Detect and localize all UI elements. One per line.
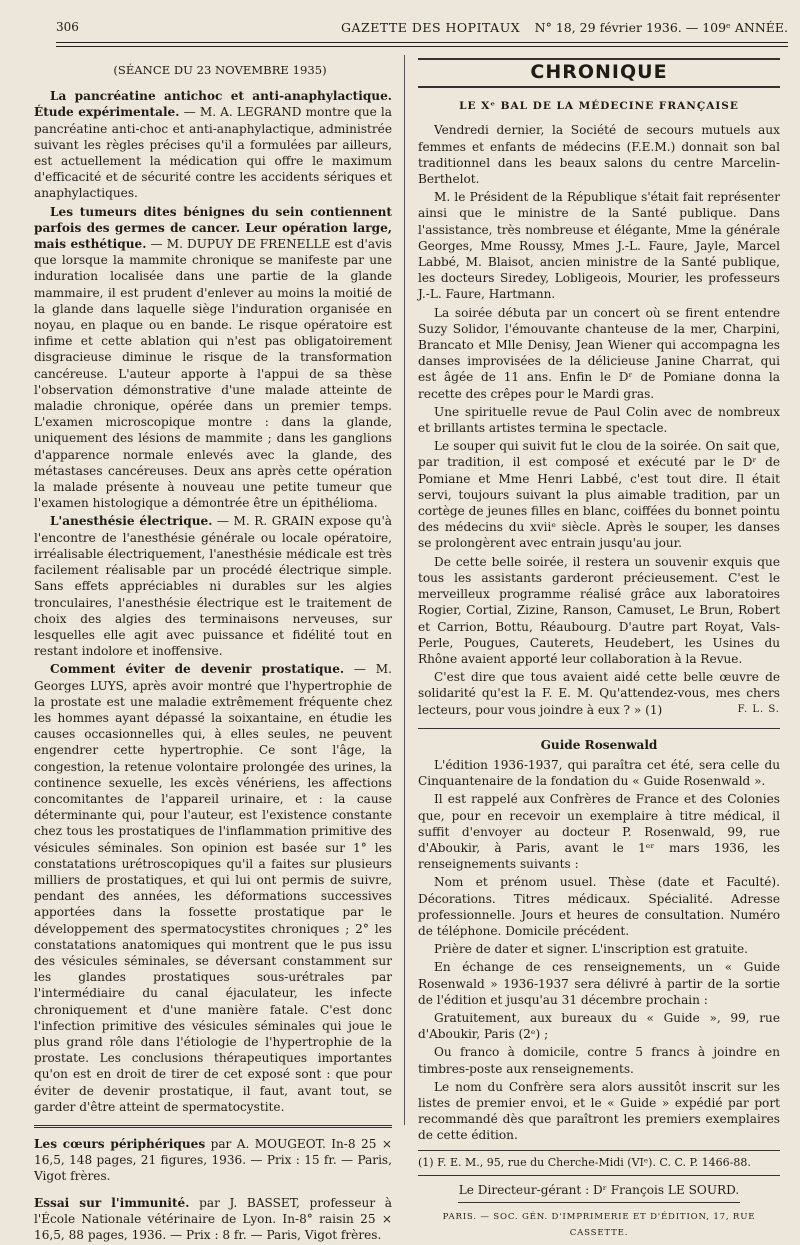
article-tumeurs-text: — M. DUPUY DE FRENELLE est d'avis que lorsque la mammite chronique se manifeste par une induration localisée dans une partie de la glande mammaire, il est prudent d'enlever au moins la moitié de la glande dans laquelle siège l'induration organisée en noyau, en plaque ou en bande. Le risque opératoire est infime et cette ablation qui n'est pas obligatoirement disgracieuse diminue le risque de la transformation cancéreuse. L'auteur apporte à l'appui de sa thèse l'observation démonstrative d'une malade atteinte de maladie chronique, opérée dans un premier temps. L'examen microscopique montre : dans la glande, uniquement des lésions de mammite ; dans les ganglions d'apparence normale enlevés avec la glande, des métastases cancéreuses. Deux ans après cette opération la malade présente à nouveau une petite tumeur que l'examen histologique a démontrée être un épithélioma. — [34, 237, 392, 511]
article-pancreatine-title: La pancréatine antichoc et anti-anaphylactique. Étude expérimentale. — [34, 89, 392, 120]
guide-paragraph-3: Nom et prénom usuel. Thèse (date et Faculté). Décorations. Titres médicaux. Spécialité. Adresse professionnelle. Jours et heures de consultation. Numéro de téléphone. Domicile précédent. — [418, 875, 780, 938]
article-prostatique-text: — M. Georges LUYS, après avoir montré que l'hypertrophie de la prostate est une maladie extrêmement fréquente chez les hommes ayant dépassé la soixantaine, en étudie les causes occasionnelles qui, à elles seules, ne peuvent engendrer cette hypertrophie. Ce sont l'âge, la congestion, la retenue volontaire prolongée des urines, la continence sexuelle, les excès vénériens, les affections concomitantes de l'appareil urinaire, et : la cause déterminante qui, pour l'auteur, est l'existence constante chez tous les prostatiques de l'inflammation primitive des vésicules séminales. Son opinion est basée sur 1° les constatations urétroscopiques qu'il a faites sur plusieurs milliers de prostatiques, et qui lui ont permis de suivre, pendant des années, les déformations successives apportées dans la fossette prostatique par le développement des spermatocystites chroniques ; 2° les constatations anatomiques qui montrent que le pus issu des vésicules séminales, se déversant constamment sur les glandes prostatiques sous-urétrales par l'intermédiaire du canal éjaculateur, les infecte chroniquement et d'une manière fatale. C'est donc l'infection primitive des vésicules séminales qui joue le plus grand rôle dans l'étiologie de l'hypertrophie de la prostate. Les conclusions thérapeutiques importantes qu'on est en droit de tirer de cet exposé sont : que pour éviter de devenir prostatique, il faut, avant tout, se garder d'être atteint de spermatocystite. — [34, 662, 392, 1114]
guide-title: Guide Rosenwald — [540, 737, 658, 752]
right-column — [418, 58, 780, 1243]
book-reviews — [34, 1136, 392, 1243]
bal-paragraph-6: De cette belle soirée, il restera un souvenir exquis que tous les assistants garderont précieusement. C'est le merveilleux programme réalisé grâce aux laboratoires Rogier, Cortial, Zizine, Ranson, Camuset, Le Brun, Robert et Carrion, Bottu, Réaubourg. D'autre part Royat, Vals-Perle, Pougues, Cauterets, Heudebert, les Usines du Rhône avaient apporté leur collaboration à la Revue. — [418, 554, 780, 666]
issue-date: N° 18, 29 février 1936. — 109ᵉ ANNÉE. — [534, 20, 788, 35]
journal-title: GAZETTE DES HOPITAUX — [341, 20, 521, 35]
bal-signature: F. L. S. — [737, 703, 780, 715]
bal-paragraph-2: M. le Président de la République s'était fait représenter ainsi que le ministre de la Santé publique. Dans l'assistance, très nombreuse et élégante, Mme la générale Georges, Mme Roussy, Mmes J.-L. Faure, Jayle, Marcel Labbé, M. Blaisot, ancien ministre de la Santé publique, les docteurs Siredey, Lobligeois, Mourier, les professeurs J.-L. Faure, Hartmann. — [418, 190, 780, 302]
book-immunite-text: par J. BASSET, professeur à l'École Nationale vétérinaire de Lyon. In-8° raisin 25 × 16,5, 88 pages, 1936. — Prix : 8 fr. — Paris, Vigot frères. — [34, 1195, 392, 1243]
footnote-rule — [418, 1150, 780, 1151]
article-anesthesie-title: L'anesthésie électrique. — [50, 514, 213, 529]
session-date: (SÉANCE DU 23 NOVEMBRE 1935) — [113, 63, 327, 77]
left-column — [34, 62, 392, 1245]
guide-paragraph-8: Le nom du Confrère sera alors aussitôt inscrit sur les listes de premier envoi, et le « Guide » expédié par port recommandé dès que paraîtront les premiers exemplaires de cette édition. — [418, 1079, 780, 1143]
guide-paragraph-6: Gratuitement, aux bureaux du « Guide », 99, rue d'Aboukir, Paris (2ᵉ) ; — [418, 1010, 780, 1042]
directeur-gerant: Le Directeur-gérant : Dʳ François LE SOURD. — [458, 1182, 740, 1197]
guide-paragraph-4: Prière de dater et signer. L'inscription est gratuite. — [434, 942, 749, 957]
bal-paragraph-5: Le souper qui suivit fut le clou de la soirée. On sait que, par tradition, il est composé et exécuté par le Dʳ de Pomiane et Mme Henri Labbé, c'est tout dire. Il était servi, toujours suivant la plus aimable tradition, par un cortège de jeunes filles en blanc, coiffées du bonnet pointu des médecins du xviiᵉ siècle. Après le souper, les danses se prolongèrent avec entrain jusqu'au jour. — [418, 439, 780, 551]
article-prostatique — [34, 661, 392, 1115]
article-tumeurs — [34, 204, 392, 512]
bal-paragraph-4: Une spirituelle revue de Paul Colin avec de nombreux et brillants artistes termina le spectacle. — [418, 404, 780, 436]
bal-paragraph-3: La soirée débuta par un concert où se firent entendre Suzy Solidor, l'émouvante chanteuse de la mer, Charpini, Brancato et Mlle Denisy, Jean Wiener qui accompagna les danses improvisées de la délicieuse Janine Charrat, qui est âgée de 11 ans. Enfin le Dʳ de Pomiane donna la recette des crêpes pour le Mardi gras. — [418, 305, 780, 401]
printer-imprint: PARIS. — SOC. GÉN. D'IMPRIMERIE ET D'ÉDITION, 17, RUE CASSETTE. — [442, 1212, 756, 1239]
header-rule — [56, 42, 788, 43]
footnote: (1) F. E. M., 95, rue du Cherche-Midi (VIᵉ). C. C. P. 1466-88. — [418, 1155, 751, 1169]
page-header — [56, 18, 788, 40]
guide-paragraph-2: Il est rappelé aux Confrères de France et des Colonies que, pour en recevoir un exemplaire à titre médical, il suffit d'envoyer au docteur P. Rosenwald, 99, rue d'Aboukir, à Paris, avant le 1ᵉʳ mars 1936, les renseignements suivants : — [418, 792, 780, 872]
bal-paragraph-1: Vendredi dernier, la Société de secours mutuels aux femmes et enfants de médecins (F.E.M.) donnait son bal traditionnel dans les beaux salons du centre Marcelin-Berthelot. — [418, 123, 780, 187]
gerant-rule — [418, 1175, 780, 1176]
guide-paragraph-7: Ou franco à domicile, contre 5 francs à joindre en timbres-poste aux renseignements. — [418, 1045, 780, 1076]
article-pancreatine-text: — M. A. LEGRAND montre que la pancréatine anti-choc et anti-anaphylactique, administrée suivant les règles précises qu'il a formulées par ailleurs, est actuellement la médication qui offre le maximum d'efficacité et de sécurité contre les accidents sériques et anaphylactiques. — [34, 105, 392, 201]
article-tumeurs-title: Les tumeurs dites bénignes du sein contiennent parfois des germes de cancer. Leur opération large, mais esthétique. — [34, 204, 392, 252]
book-coeurs-title: Les cœurs périphériques — [34, 1137, 206, 1151]
bal-article-title: LE Xᵉ BAL DE LA MÉDECINE FRANÇAISE — [459, 100, 739, 113]
guide-paragraph-5: En échange de ces renseignements, un « Guide Rosenwald » 1936-1937 sera délivré à partir de la sortie de l'édition et jusqu'au 31 décembre prochain : — [418, 960, 780, 1007]
bal-paragraph-7-text: C'est dire que tous avaient aidé cette belle œuvre de solidarité qu'est la F. E. M. Qu'attendez-vous, mes chers lecteurs, pour vous joindre à eux ? » (1) — [418, 670, 780, 717]
article-prostatique-title: Comment éviter de devenir prostatique. — [50, 662, 345, 677]
article-anesthesie — [34, 513, 392, 659]
guide-rule — [418, 728, 780, 729]
imprint-rule — [458, 1202, 740, 1203]
book-immunite — [34, 1195, 392, 1244]
section-rule — [34, 1125, 392, 1128]
article-anesthesie-text: — M. R. GRAIN expose qu'à l'encontre de l'anesthésie générale ou locale opératoire, irréalisable électriquement, l'anesthésie médicale est très facilement réalisable par un procédé électrique simple. Sans effets appréciables ni durables sur les algies tronculaires, l'anesthésie électrique est le traitement de choix des algies des terminaisons nerveuses, sur lesquelles elle agit avec puissance et fidélité tout en restant indolore et inoffensive. — [34, 514, 392, 659]
book-immunite-title: Essai sur l'immunité. — [34, 1195, 190, 1210]
page-number: 306 — [56, 20, 79, 34]
chronique-rule-top — [418, 58, 780, 60]
chronique-rule-bottom — [418, 86, 780, 88]
column-divider — [404, 55, 405, 1125]
article-pancreatine — [34, 88, 392, 201]
guide-paragraph-1: L'édition 1936-1937, qui paraîtra cet été, sera celle du Cinquantenaire de la fondation du « Guide Rosenwald ». — [418, 757, 780, 789]
book-coeurs — [34, 1136, 392, 1185]
header-rule-2 — [56, 46, 788, 47]
bal-paragraph-7 — [418, 669, 780, 718]
book-coeurs-text: par A. MOUGEOT. In-8 25 × 16,5, 148 pages, 21 figures, 1936. — Prix : 15 fr. — Paris, Vigot frères. — [34, 1137, 392, 1184]
chronique-heading: CHRONIQUE — [530, 61, 668, 83]
